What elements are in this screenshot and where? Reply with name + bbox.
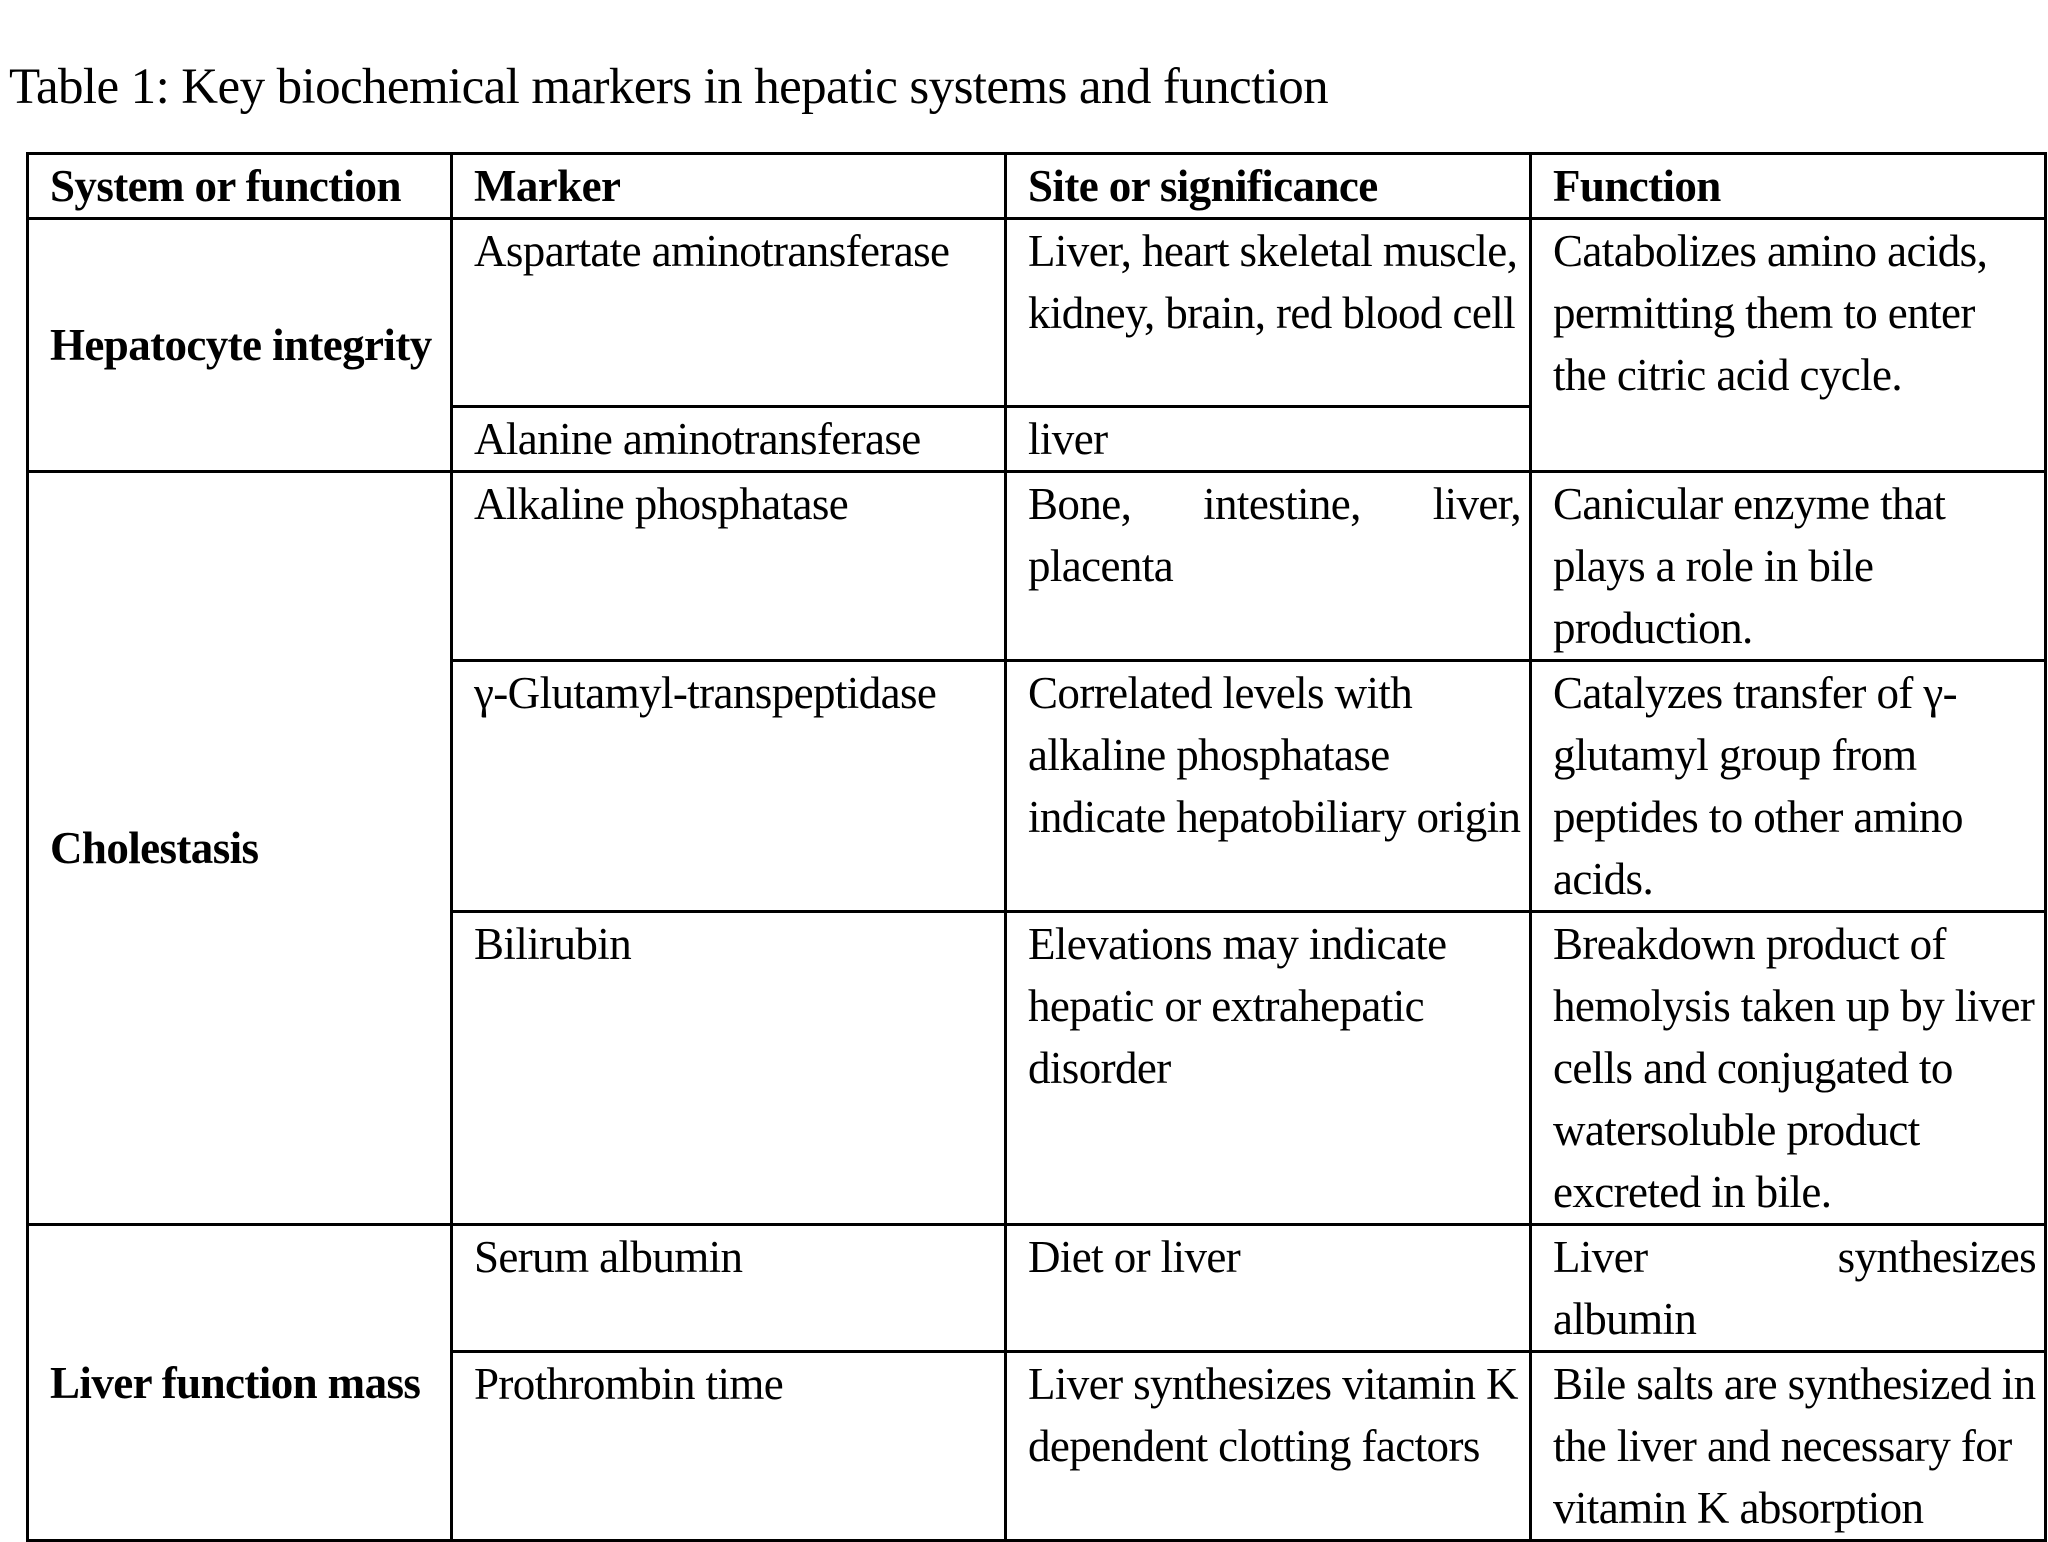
site-line: [1028, 473, 1521, 535]
table-body: [28, 219, 2046, 1541]
function-word: synthesizes: [1837, 1232, 2036, 1282]
table-row: [28, 219, 2046, 407]
function-line: albumin: [1553, 1294, 1697, 1344]
site-line: placenta: [1028, 541, 1174, 591]
marker-cell: γ-Glutamyl-transpeptidase: [452, 661, 1006, 912]
site-cell: [1006, 472, 1531, 661]
site-cell: Correlated levels with alkaline phosphatase indicate hepatobiliary origin: [1006, 661, 1531, 912]
marker-cell: Bilirubin: [452, 912, 1006, 1225]
site-cell: Elevations may indicate hepatic or extrahepatic disorder: [1006, 912, 1531, 1225]
table-row: [28, 1225, 2046, 1352]
site-cell: Liver, heart skeletal muscle, kidney, brain, red blood cell: [1006, 219, 1531, 407]
column-header-site: Site or significance: [1006, 154, 1531, 219]
header-row: [28, 154, 2046, 219]
marker-cell: Alanine aminotransferase: [452, 407, 1006, 472]
function-word: Liver: [1553, 1232, 1648, 1282]
system-cell-liver-function-mass: Liver function mass: [28, 1225, 452, 1541]
site-cell: Liver synthesizes vitamin K dependent clotting factors: [1006, 1352, 1531, 1541]
table-caption: Table 1: Key biochemical markers in hepatic systems and function: [9, 59, 1329, 115]
table-header: [28, 154, 2046, 219]
column-header-system: System or function: [28, 154, 452, 219]
site-word: intestine,: [1203, 479, 1361, 529]
site-word: liver,: [1432, 479, 1521, 529]
system-cell-cholestasis: Cholestasis: [28, 472, 452, 1225]
table-row: [28, 472, 2046, 661]
function-cell: Canicular enzyme that plays a role in bile production.: [1531, 472, 2046, 661]
function-line: [1553, 1226, 2036, 1288]
marker-cell: Prothrombin time: [452, 1352, 1006, 1541]
function-cell: Bile salts are synthesized in the liver and necessary for vitamin K absorption: [1531, 1352, 2046, 1541]
function-cell: Breakdown product of hemolysis taken up by liver cells and conjugated to watersoluble product excreted in bile.: [1531, 912, 2046, 1225]
biochemical-markers-table: [26, 152, 2047, 1542]
site-cell: liver: [1006, 407, 1531, 472]
marker-cell: Aspartate aminotransferase: [452, 219, 1006, 407]
function-cell: Catabolizes amino acids, permitting them to enter the citric acid cycle.: [1531, 219, 2046, 472]
marker-cell: Alkaline phosphatase: [452, 472, 1006, 661]
site-word: Bone,: [1028, 479, 1132, 529]
function-cell: Catalyzes transfer of γ-glutamyl group from peptides to other amino acids.: [1531, 661, 2046, 912]
site-cell: Diet or liver: [1006, 1225, 1531, 1352]
function-cell: [1531, 1225, 2046, 1352]
marker-cell: Serum albumin: [452, 1225, 1006, 1352]
system-cell-hepatocyte-integrity: Hepatocyte integrity: [28, 219, 452, 472]
column-header-marker: Marker: [452, 154, 1006, 219]
column-header-function: Function: [1531, 154, 2046, 219]
